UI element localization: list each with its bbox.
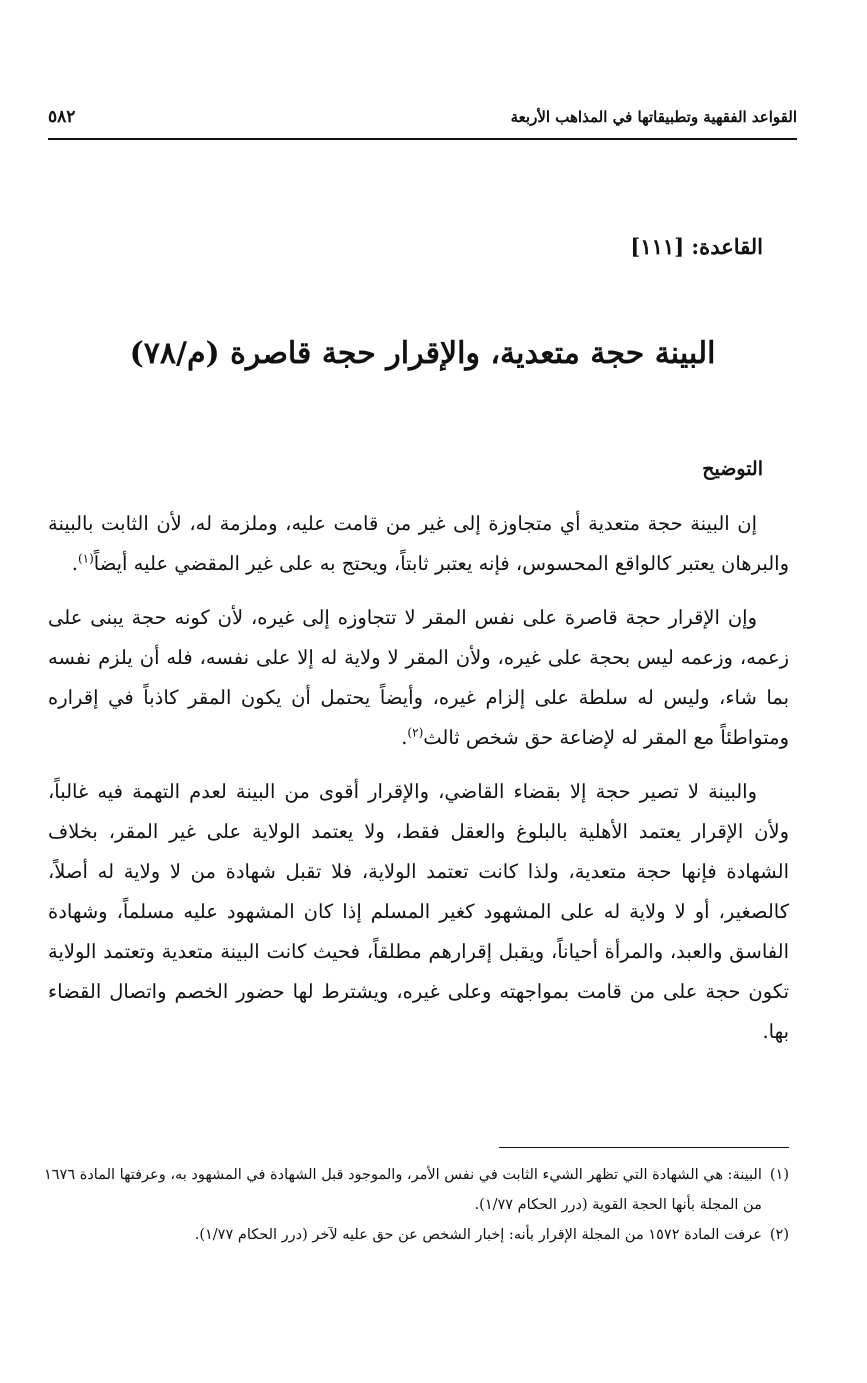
section-heading: التوضيح — [702, 458, 763, 480]
paragraph-text: إن البينة حجة متعدية أي متجاوزة إلى غير من قامت عليه، وملزمة له، لأن الثابت بالبينة والبرهان يعتبر كالواقع المحسوس، فإنه يعتبر ثابتاً، ويحتج به على غير المقضي عليه أيضاً — [48, 512, 789, 575]
footnote — [40, 1220, 789, 1250]
paragraph-text: والبينة لا تصير حجة إلا بقضاء القاضي، والإقرار أقوى من البينة لعدم التهمة فيه غالباً، ولأن الإقرار يعتمد الأهلية بالبلوغ والعقل فقط، ولا يعتمد الولاية على غير المقر، بخلاف الشهادة فإنها حجة متعدية، ولذا كانت تعتمد الولاية، فلا تقبل شهادة من لا ولاية له أصلاً، كالصغير، أو لا ولاية له على المشهود كغير المسلم إذا كان المشهود عليه مسلماً، وشهادة الفاسق والعبد، والمرأة أحياناً، ويقبل إقرارهم مطلقاً، فحيث كانت البينة متعدية وتعتمد الولاية تكون حجة على من قامت بمواجهته وعلى غيره، ويشترط لها حضور الخصم واتصال القضاء بها. — [48, 780, 789, 1043]
footnote-text: البينة: هي الشهادة التي تظهر الشيء الثابت في نفس الأمر، والموجود قبل الشهادة في المشهود به، وعرفتها المادة ١٦٧٦ من المجلة بأنها الحجة القوية (درر الحكام ١/٧٧). — [43, 1167, 762, 1213]
paragraph-text: وإن الإقرار حجة قاصرة على نفس المقر لا تتجاوزه إلى غيره، لأن كونه حجة يبنى على زعمه، وزعمه ليس بحجة على غيره، ولأن المقر لا ولاية له إلا على نفسه، فله أن يلزم نفسه بما شاء، وليس له سلطة على إلزام غيره، وأيضاً يحتمل أن يكون المقر كاذباً في إقراره ومتواطئاً مع المقر له لإضاعة حق شخص ثالث — [48, 606, 789, 749]
running-title: القواعد الفقهية وتطبيقاتها في المذاهب الأربعة — [510, 108, 797, 126]
paragraph — [48, 504, 789, 584]
rule-title: البينة حجة متعدية، والإقرار حجة قاصرة (م/٧٨) — [129, 336, 716, 371]
footnote — [40, 1160, 789, 1220]
paragraph — [48, 598, 789, 758]
footnote-marker: (١) — [77, 551, 94, 566]
page-header — [48, 100, 797, 134]
footnote-divider — [499, 1147, 789, 1148]
footnote-marker: (٢) — [407, 725, 424, 740]
header-divider — [48, 138, 797, 140]
rule-label: القاعدة: [١١١] — [630, 234, 763, 259]
paragraph-tail: . — [71, 552, 78, 575]
paragraph-tail: . — [401, 726, 408, 749]
body-text — [48, 504, 789, 1066]
footnotes — [40, 1160, 789, 1250]
footnote-number: (١) — [769, 1167, 789, 1183]
footnote-text: عرفت المادة ١٥٧٢ من المجلة الإقرار بأنه: إخبار الشخص عن حق عليه لآخر (درر الحكام ١/٧٧). — [194, 1227, 762, 1243]
page-number: ٥٨٢ — [48, 107, 76, 127]
paragraph — [48, 772, 789, 1052]
footnote-number: (٢) — [769, 1227, 789, 1243]
